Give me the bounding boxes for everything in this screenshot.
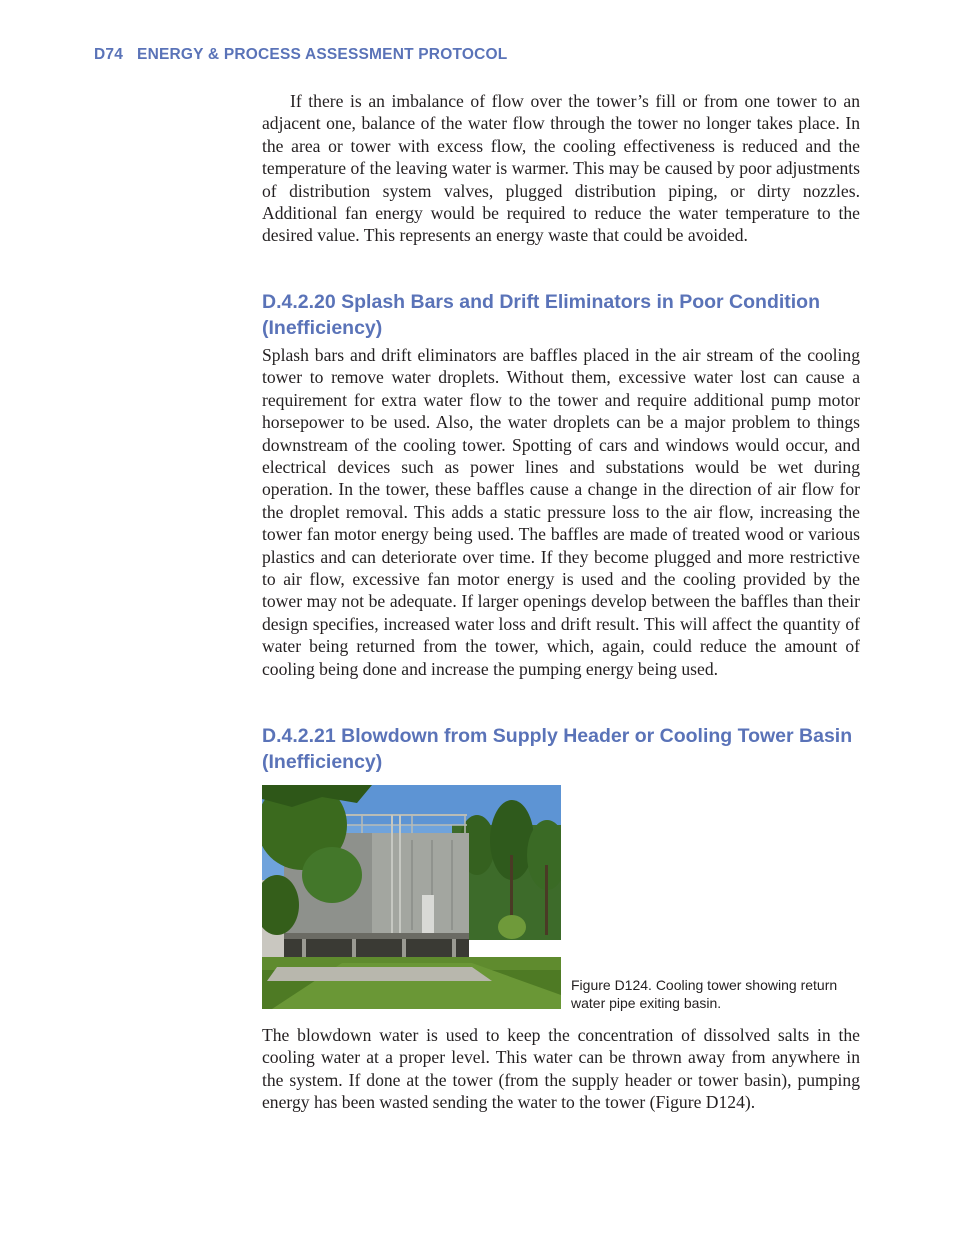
paragraph-intro: If there is an imbalance of flow over the tower’s fill or from one tower to an adjacent one, balance of the water flow through the tower no longer takes place. In the area or tower with excess flow, the cooling effectiveness is reduced and the temperature of the leaving water is warmer. This may be caused by poor adjustments of distribution system valves, plugged distribution piping, or dirty nozzles. Additional fan energy would be required to reduce the water temperature to the desired value. This represents an energy waste that could be avoided. (262, 91, 860, 246)
section-heading-blowdown: D.4.2.21 Blowdown from Supply Header or Cooling Tower Basin (Inefficiency) (262, 725, 853, 773)
running-title: ENERGY & PROCESS ASSESSMENT PROTOCOL (137, 46, 508, 63)
figure-caption: Figure D124. Cooling tower showing return water pipe exiting basin. (571, 977, 838, 1011)
paragraph-splash-bars: Splash bars and drift eliminators are baffles placed in the air stream of the cooling tower to remove water droplets. Without them, excessive water lost can cause a requirement for extra water flow to the tower and require additional pump motor horsepower to be used. Also, the water droplets can be a major problem to things downstream of the cooling tower. Spotting of cars and windows would occur, and electrical devices such as power lines and substations would be wet during operation. In the tower, these baffles cause a change in the direction of air flow for the droplet removal. This adds a static pressure loss to the air flow, increasing the tower fan motor energy being used. The baffles are made of treated wood or various plastics and can deteriorate over time. If they become plugged and more restrictive to air flow, excessive fan motor energy is used and the cooling provided by the tower may not be adequate. If larger openings develop between the baffles than their design specifies, increased water loss and drift result. This will affect the quantity of water being returned from the tower, which, again, could reduce the amount of cooling being done and increase the pumping energy being used. (262, 345, 860, 679)
paragraph-blowdown: The blowdown water is used to keep the concentration of dissolved salts in the cooling water at a proper level. This water can be thrown away from anywhere in the system. If done at the tower (from the supply header or tower basin), pumping energy has been wasted sending the water to the tower (Figure D124). (262, 1025, 860, 1113)
section-heading-splash-bars: D.4.2.20 Splash Bars and Drift Eliminators in Poor Condition (Inefficiency) (262, 291, 821, 339)
page-number: D74 (94, 46, 124, 63)
cooling-tower-photo (262, 785, 561, 1009)
running-head (94, 46, 507, 64)
